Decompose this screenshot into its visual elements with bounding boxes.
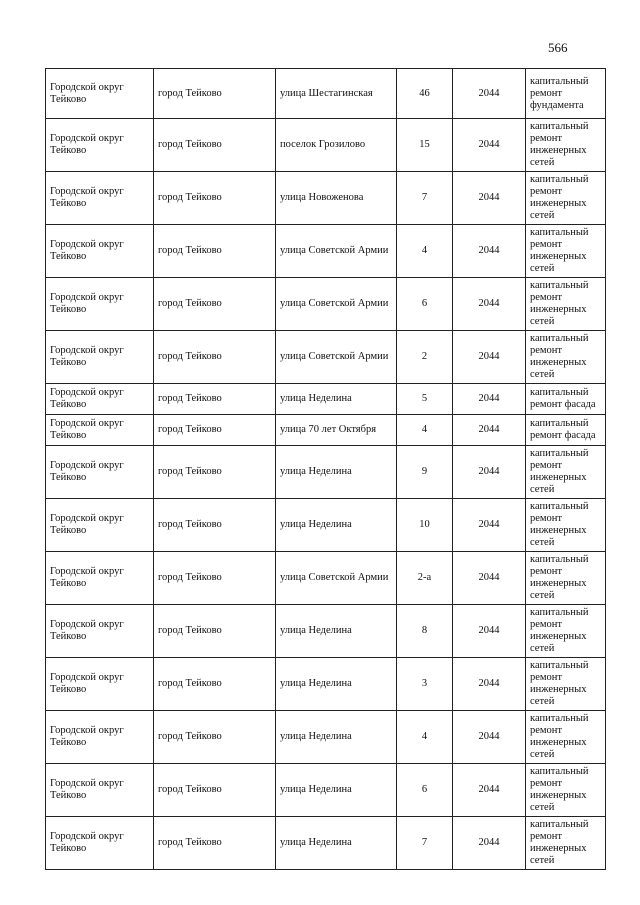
district-cell: Городской округ Тейково bbox=[46, 817, 154, 870]
planned-year-cell: 2044 bbox=[453, 499, 526, 552]
street-cell: поселок Грозилово bbox=[276, 119, 397, 172]
city-cell: город Тейково bbox=[154, 225, 276, 278]
planned-year-cell: 2044 bbox=[453, 69, 526, 119]
table-row bbox=[46, 415, 606, 446]
street-cell: улица Неделина bbox=[276, 605, 397, 658]
district-cell: Городской округ Тейково bbox=[46, 499, 154, 552]
work-type-cell: капитальный ремонт инженерных сетей bbox=[526, 658, 606, 711]
house-number-cell: 8 bbox=[397, 605, 453, 658]
district-cell: Городской округ Тейково bbox=[46, 415, 154, 446]
table-row bbox=[46, 764, 606, 817]
planned-year-cell: 2044 bbox=[453, 331, 526, 384]
planned-year-cell: 2044 bbox=[453, 384, 526, 415]
street-cell: улица Неделина bbox=[276, 817, 397, 870]
city-cell: город Тейково bbox=[154, 499, 276, 552]
street-cell: улица 70 лет Октября bbox=[276, 415, 397, 446]
house-number-cell: 3 bbox=[397, 658, 453, 711]
street-cell: улица Шестагинская bbox=[276, 69, 397, 119]
house-number-cell: 15 bbox=[397, 119, 453, 172]
table-row bbox=[46, 605, 606, 658]
street-cell: улица Советской Армии bbox=[276, 278, 397, 331]
street-cell: улица Неделина bbox=[276, 764, 397, 817]
street-cell: улица Советской Армии bbox=[276, 331, 397, 384]
registry-table bbox=[45, 68, 606, 870]
district-cell: Городской округ Тейково bbox=[46, 278, 154, 331]
table-row bbox=[46, 172, 606, 225]
table-row bbox=[46, 817, 606, 870]
house-number-cell: 2-а bbox=[397, 552, 453, 605]
table-row bbox=[46, 446, 606, 499]
planned-year-cell: 2044 bbox=[453, 278, 526, 331]
city-cell: город Тейково bbox=[154, 658, 276, 711]
work-type-cell: капитальный ремонт инженерных сетей bbox=[526, 446, 606, 499]
district-cell: Городской округ Тейково bbox=[46, 764, 154, 817]
street-cell: улица Советской Армии bbox=[276, 225, 397, 278]
city-cell: город Тейково bbox=[154, 552, 276, 605]
table-row bbox=[46, 658, 606, 711]
planned-year-cell: 2044 bbox=[453, 552, 526, 605]
city-cell: город Тейково bbox=[154, 605, 276, 658]
planned-year-cell: 2044 bbox=[453, 225, 526, 278]
city-cell: город Тейково bbox=[154, 415, 276, 446]
city-cell: город Тейково bbox=[154, 172, 276, 225]
table-row bbox=[46, 225, 606, 278]
district-cell: Городской округ Тейково bbox=[46, 69, 154, 119]
street-cell: улица Неделина bbox=[276, 446, 397, 499]
work-type-cell: капитальный ремонт инженерных сетей bbox=[526, 278, 606, 331]
work-type-cell: капитальный ремонт инженерных сетей bbox=[526, 119, 606, 172]
work-type-cell: капитальный ремонт инженерных сетей bbox=[526, 605, 606, 658]
work-type-cell: капитальный ремонт инженерных сетей bbox=[526, 817, 606, 870]
house-number-cell: 6 bbox=[397, 278, 453, 331]
city-cell: город Тейково bbox=[154, 711, 276, 764]
district-cell: Городской округ Тейково bbox=[46, 446, 154, 499]
table-row bbox=[46, 278, 606, 331]
house-number-cell: 4 bbox=[397, 711, 453, 764]
planned-year-cell: 2044 bbox=[453, 658, 526, 711]
work-type-cell: капитальный ремонт фасада bbox=[526, 384, 606, 415]
city-cell: город Тейково bbox=[154, 119, 276, 172]
city-cell: город Тейково bbox=[154, 764, 276, 817]
house-number-cell: 46 bbox=[397, 69, 453, 119]
house-number-cell: 2 bbox=[397, 331, 453, 384]
planned-year-cell: 2044 bbox=[453, 446, 526, 499]
table-row bbox=[46, 552, 606, 605]
district-cell: Городской округ Тейково bbox=[46, 119, 154, 172]
street-cell: улица Неделина bbox=[276, 711, 397, 764]
district-cell: Городской округ Тейково bbox=[46, 225, 154, 278]
district-cell: Городской округ Тейково bbox=[46, 384, 154, 415]
street-cell: улица Неделина bbox=[276, 384, 397, 415]
house-number-cell: 7 bbox=[397, 817, 453, 870]
house-number-cell: 5 bbox=[397, 384, 453, 415]
work-type-cell: капитальный ремонт фасада bbox=[526, 415, 606, 446]
planned-year-cell: 2044 bbox=[453, 764, 526, 817]
planned-year-cell: 2044 bbox=[453, 605, 526, 658]
district-cell: Городской округ Тейково bbox=[46, 331, 154, 384]
work-type-cell: капитальный ремонт инженерных сетей bbox=[526, 225, 606, 278]
table-row bbox=[46, 499, 606, 552]
work-type-cell: капитальный ремонт инженерных сетей bbox=[526, 499, 606, 552]
table-row bbox=[46, 69, 606, 119]
street-cell: улица Неделина bbox=[276, 658, 397, 711]
table-row bbox=[46, 331, 606, 384]
work-type-cell: капитальный ремонт фундамента bbox=[526, 69, 606, 119]
registry-table-body bbox=[46, 69, 606, 870]
city-cell: город Тейково bbox=[154, 278, 276, 331]
work-type-cell: капитальный ремонт инженерных сетей bbox=[526, 764, 606, 817]
page-number: 566 bbox=[548, 40, 568, 55]
work-type-cell: капитальный ремонт инженерных сетей bbox=[526, 331, 606, 384]
table-row bbox=[46, 119, 606, 172]
city-cell: город Тейково bbox=[154, 69, 276, 119]
street-cell: улица Новоженова bbox=[276, 172, 397, 225]
district-cell: Городской округ Тейково bbox=[46, 605, 154, 658]
planned-year-cell: 2044 bbox=[453, 711, 526, 764]
city-cell: город Тейково bbox=[154, 331, 276, 384]
district-cell: Городской округ Тейково bbox=[46, 711, 154, 764]
city-cell: город Тейково bbox=[154, 817, 276, 870]
house-number-cell: 6 bbox=[397, 764, 453, 817]
city-cell: город Тейково bbox=[154, 446, 276, 499]
house-number-cell: 7 bbox=[397, 172, 453, 225]
planned-year-cell: 2044 bbox=[453, 119, 526, 172]
street-cell: улица Неделина bbox=[276, 499, 397, 552]
house-number-cell: 10 bbox=[397, 499, 453, 552]
table-row bbox=[46, 711, 606, 764]
planned-year-cell: 2044 bbox=[453, 817, 526, 870]
city-cell: город Тейково bbox=[154, 384, 276, 415]
planned-year-cell: 2044 bbox=[453, 415, 526, 446]
house-number-cell: 4 bbox=[397, 225, 453, 278]
work-type-cell: капитальный ремонт инженерных сетей bbox=[526, 172, 606, 225]
district-cell: Городской округ Тейково bbox=[46, 172, 154, 225]
district-cell: Городской округ Тейково bbox=[46, 552, 154, 605]
street-cell: улица Советской Армии bbox=[276, 552, 397, 605]
work-type-cell: капитальный ремонт инженерных сетей bbox=[526, 552, 606, 605]
house-number-cell: 9 bbox=[397, 446, 453, 499]
work-type-cell: капитальный ремонт инженерных сетей bbox=[526, 711, 606, 764]
table-row bbox=[46, 384, 606, 415]
planned-year-cell: 2044 bbox=[453, 172, 526, 225]
house-number-cell: 4 bbox=[397, 415, 453, 446]
district-cell: Городской округ Тейково bbox=[46, 658, 154, 711]
